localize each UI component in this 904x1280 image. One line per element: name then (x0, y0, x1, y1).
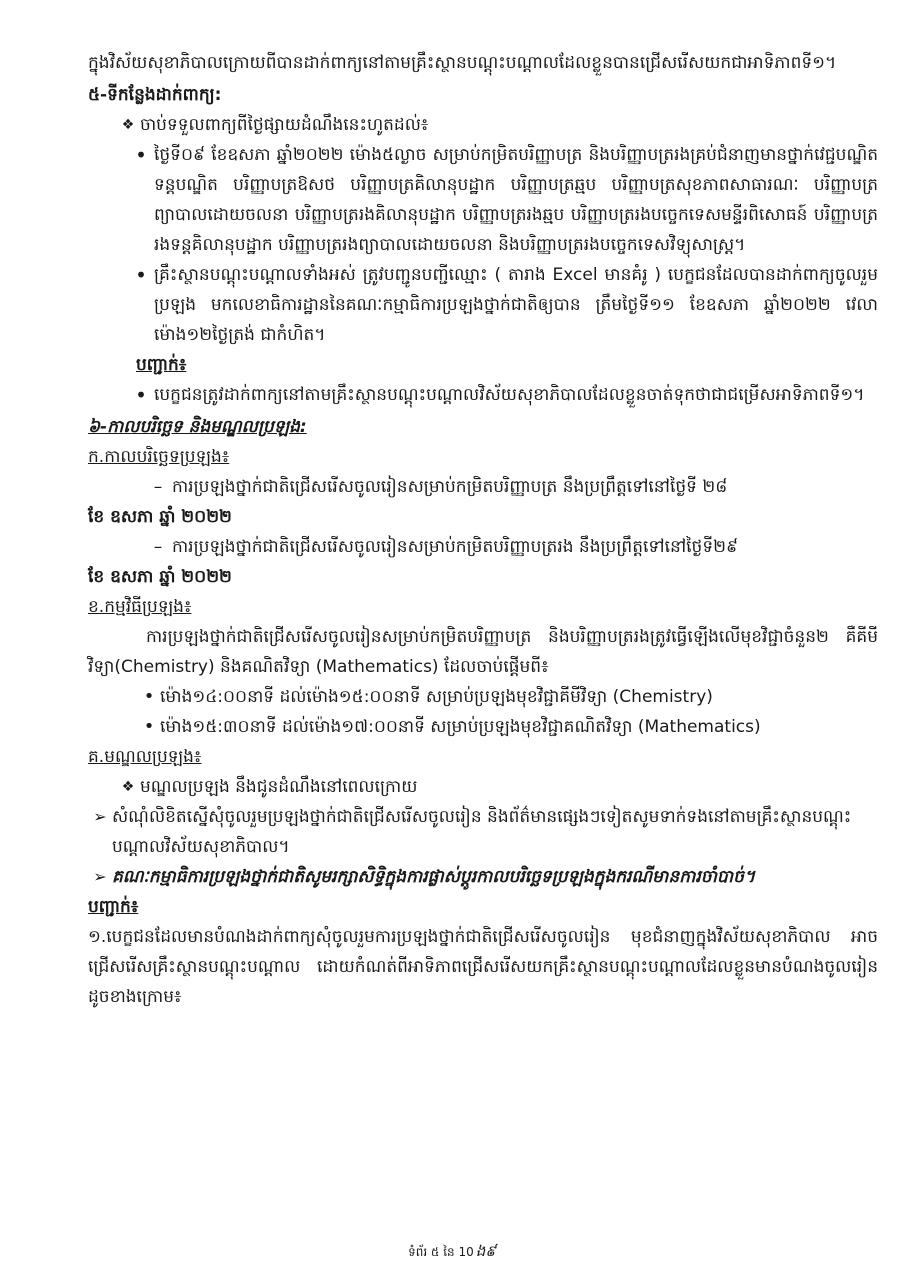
exam-center-item (88, 772, 878, 802)
section5-bullet-text: ថ្ងៃទី០៩ ខែឧសភា ឆ្នាំ២០២២ ម៉ោង៥ល្ងាច សម្រាប់កម្រិតបរិញ្ញាបត្រ និងបរិញ្ញាបត្ររងគ្រប់ជំនាញមានថ្នាក់វេជ្ជបណ្ឌិត ទន្តបណ្ឌិត បរិញ្ញាបត្រឱសថ បរិញ្ញាបត្រគិលានុបដ្ឋាក បរិញ្ញាបត្រឆ្មប បរិញ្ញាបត្រសុខភាពសាធារណៈ បរិញ្ញាបត្រព្យាបាលដោយចលនា បរិញ្ញាបត្ររងគិលានុបដ្ឋាក បរិញ្ញាបត្ររងឆ្មប បរិញ្ញាបត្ររងបច្ចេកទេសមន្ទីរពិសោធន៍ បរិញ្ញាបត្ររងទន្តគិលានុបដ្ឋាក បរិញ្ញាបត្ររងព្យាបាលដោយចលនា និងបរិញ្ញាបត្ររងបច្ចេកទេសវិទ្យុសាស្ត្រ។ (154, 145, 878, 255)
page-number: ទំព័រ ៥ នៃ 10 (408, 1245, 474, 1259)
application-info-text: សំណុំលិខិតស្នើសុំចូលរួមប្រឡងថ្នាក់ជាតិជ្រើសរើសចូលរៀន និងព័ត៌មានផ្សេងៗទៀតសូមទាក់ទងនៅតាមគ្រឹះស្ថានបណ្ដុះបណ្ដាលវិស័យសុខាភិបាល។ (112, 807, 852, 857)
final-note-text: ១.បេក្ខជនដែលមានបំណងដាក់ពាក្យសុំចូលរួមការប្រឡងថ្នាក់ជាតិជ្រើសរើសចូលរៀន មុខជំនាញក្នុងវិស័យសុខាភិបាល អាចជ្រើសរើសគ្រឹះស្ថានបណ្ដុះបណ្ដាល ដោយកំណត់ពីអាទិភាពជ្រើសរើសយកគ្រឹះស្ថានបណ្ដុះបណ្ដាលដែលខ្លួនមានបំណងចូលរៀន ដូចខាងក្រោម៖ (88, 927, 878, 1007)
document-page (88, 48, 878, 1012)
exam-program-paragraph: ការប្រឡងថ្នាក់ជាតិជ្រើសរើសចូលរៀនសម្រាប់កម្រិតបរិញ្ញាបត្រ និងបរិញ្ញាបត្ររងត្រូវធ្វើឡើងលើមុខវិជ្ជាចំនួន២ គឺគីមីវិទ្យា(Chemistry) និងគណិតវិទ្យា (Mathematics) ដែលចាប់ផ្ដើមពី៖ (88, 627, 878, 677)
exam-date-item (88, 532, 878, 562)
bullet-dot-icon: • (135, 143, 147, 167)
exam-schedule-item (88, 682, 878, 712)
section5-diamond-item (88, 110, 878, 140)
page-footer (0, 1236, 904, 1267)
bullet-dot-icon: • (143, 716, 155, 737)
section6-c-title: គ.មណ្ឌលប្រឡង៖ (88, 747, 202, 767)
exam-date-month: ខែ ឧសភា ឆ្នាំ ២០២២ (88, 507, 232, 527)
section5-bullet-item (88, 260, 878, 350)
dash-bullet-icon: – (153, 477, 163, 497)
diamond-bullet-icon: ❖ (121, 779, 135, 795)
section5-note-label: បញ្ជាក់៖ (136, 355, 187, 375)
bullet-dot-icon: • (135, 263, 147, 287)
bullet-dot-icon: • (143, 686, 155, 707)
initials-signature: ង៩ (475, 1242, 496, 1260)
exam-center-text: មណ្ឌលប្រឡង នឹងជូនដំណឹងនៅពេលក្រោយ (140, 777, 418, 797)
section6-b-title: ខ.កម្មវិធីប្រឡង៖ (88, 597, 192, 617)
diamond-bullet-icon: ❖ (121, 117, 135, 133)
section6-a-title: ក.កាលបរិច្ឆេទប្រឡង៖ (88, 447, 230, 467)
section5-note-text: បេក្ខជនត្រូវដាក់ពាក្យនៅតាមគ្រឹះស្ថានបណ្ដុះបណ្ដាលវិស័យសុខាភិបាលដែលខ្លួនចាត់ទុកថាជាជម្រើសអាទិភាពទី១។ (154, 385, 865, 405)
section5-heading: ៥-ទីកន្លែងដាក់ពាក្យ: (88, 85, 222, 105)
section5-bullet-item (88, 140, 878, 260)
arrow-bullet-icon: ➢ (93, 867, 107, 886)
exam-date-line: ការប្រឡងថ្នាក់ជាតិជ្រើសរើសចូលរៀនសម្រាប់កម្រិតបរិញ្ញាបត្ររង នឹងប្រព្រឹត្តទៅនៅថ្ងៃទី២៩ (172, 537, 739, 557)
dash-bullet-icon: – (153, 537, 163, 557)
exam-date-line: ការប្រឡងថ្នាក់ជាតិជ្រើសរើសចូលរៀនសម្រាប់កម្រិតបរិញ្ញាបត្រ នឹងប្រព្រឹត្តទៅនៅថ្ងៃទី ២៨ (172, 477, 728, 497)
exam-schedule-text: ម៉ោង១៥:៣០នាទី ដល់ម៉ោង១៧:០០នាទី សម្រាប់ប្រឡងមុខវិជ្ជាគណិតវិទ្យា (Mathematics) (160, 717, 761, 737)
intro-paragraph: ក្នុងវិស័យសុខាភិបាលក្រោយពីបានដាក់ពាក្យនៅតាមគ្រឹះស្ថានបណ្ដុះបណ្ដាលដែលខ្លួនបានជ្រើសរើសយកជាអាទិភាពទី១។ (88, 53, 837, 73)
exam-date-item (88, 472, 878, 502)
exam-schedule-item (88, 712, 878, 742)
section6-heading: ៦-កាលបរិច្ឆេទ និងមណ្ឌលប្រឡង: (88, 417, 307, 437)
final-note-label: បញ្ជាក់៖ (88, 897, 139, 917)
arrow-bullet-icon: ➢ (93, 807, 107, 826)
rights-reserved-item (88, 862, 878, 892)
exam-schedule-text: ម៉ោង១៤:០០នាទី ដល់ម៉ោង១៥:០០នាទី សម្រាប់ប្រឡងមុខវិជ្ជាគីមីវិទ្យា (Chemistry) (160, 687, 713, 707)
section5-bullet-text: គ្រឹះស្ថានបណ្ដុះបណ្ដាលទាំងអស់ ត្រូវបញ្ជូនបញ្ជីឈ្មោះ ( តារាង Excel មានគំរូ ) បេក្ខជនដែលបានដាក់ពាក្យចូលរួមប្រឡង មកលេខាធិការដ្ឋាននៃគណៈកម្មាធិការប្រឡងថ្នាក់ជាតិឲ្យបាន ត្រឹមថ្ងៃទី១១ ខែឧសភា ឆ្នាំ២០២២ វេលាម៉ោង១២ថ្ងៃត្រង់ ជាកំហិត។ (154, 265, 878, 345)
application-info-item (88, 802, 878, 862)
rights-reserved-text: គណៈកម្មាធិការប្រឡងថ្នាក់ជាតិសូមរក្សាសិទ្ធិក្នុងការផ្លាស់ប្ដូរកាលបរិច្ឆេទប្រឡងក្នុងករណីមានការចាំបាច់។ (112, 867, 756, 887)
section5-note-item (88, 380, 878, 410)
bullet-dot-icon: • (135, 383, 147, 407)
section5-diamond-text: ចាប់ទទួលពាក្យពីថ្ងៃផ្សាយដំណឹងនេះហូតដល់៖ (140, 115, 429, 135)
exam-date-month: ខែ ឧសភា ឆ្នាំ ២០២២ (88, 567, 232, 587)
